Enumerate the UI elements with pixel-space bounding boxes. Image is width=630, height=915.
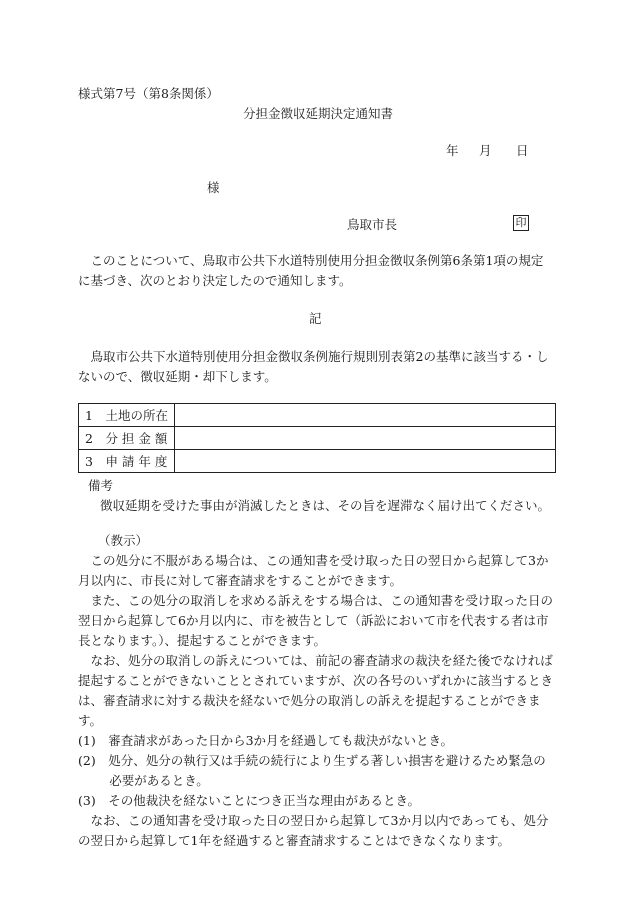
decision-paragraph: 鳥取市公共下水道特別使用分担金徴収条例施行規則別表第2の基準に該当する・しないので、徴収延期・却下します。 — [78, 349, 549, 384]
document-title: 分担金徴収延期決定通知書 — [243, 106, 394, 121]
intro-paragraph: このことについて、鳥取市公共下水道特別使用分担金徴収条例第6条第1項の規定に基づき、次のとおり決定したので通知します。 — [78, 253, 544, 288]
info-table — [78, 403, 556, 473]
addressee-suffix: 様 — [207, 180, 220, 195]
ki-heading: 記 — [309, 311, 322, 326]
row-label: 3 申 請 年 度 — [79, 450, 175, 473]
form-number: 様式第7号（第8条関係） — [78, 86, 219, 101]
remarks-heading: 備考 — [88, 478, 114, 493]
row-label: 2 分 担 金 額 — [79, 427, 175, 450]
appeal-item: (3) その他裁決を経ないことにつき正当な理由があるとき。 — [78, 793, 420, 808]
date-month-label: 月 — [479, 143, 492, 158]
table-row — [79, 404, 556, 427]
table-row — [79, 450, 556, 473]
row-label: 1 土地の所在 — [79, 404, 175, 427]
remarks-text: 徴収延期を受けた事由が消滅したときは、その旨を遅滞なく届け出てください。 — [100, 498, 551, 513]
table-row — [79, 427, 556, 450]
appeal-item: (1) 審査請求があった日から3か月を経過しても裁決がないとき。 — [78, 733, 454, 748]
row-value — [175, 450, 556, 473]
appeal-item: (2) 処分、処分の執行又は手続の続行により生ずる著しい損害を避けるため緊急の必要があるとき。 — [78, 753, 546, 788]
issuer-name: 鳥取市長 — [347, 217, 398, 232]
appeal-paragraph: この処分に不服がある場合は、この通知書を受け取った日の翌日から起算して3か月以内に、市長に対して審査請求をすることができます。 — [78, 553, 549, 588]
row-value — [175, 427, 556, 450]
appeal-paragraph: なお、この通知書を受け取った日の翌日から起算して3か月以内であっても、処分の翌日から起算して1年を経過すると審査請求することはできなくなります。 — [78, 813, 549, 848]
date-year-label: 年 — [446, 143, 459, 158]
row-value — [175, 404, 556, 427]
date-day-label: 日 — [516, 143, 529, 158]
appeal-notice — [78, 531, 558, 851]
appeal-paragraph: なお、処分の取消しの訴えについては、前記の審査請求の裁決を経た後でなければ提起することができないこととされていますが、次の各号のいずれかに該当するときは、審査請求に対する裁決を経ないで処分の取消しの訴えを提起することができます。 — [78, 653, 554, 728]
seal-mark: 印 — [513, 215, 529, 231]
appeal-heading: （教示） — [98, 533, 149, 548]
appeal-paragraph: また、この処分の取消しを求める訴えをする場合は、この通知書を受け取った日の翌日から起算して6か月以内に、市を被告として（訴訟において市を代表する者は市長となります。）、提起することができます。 — [78, 593, 554, 648]
